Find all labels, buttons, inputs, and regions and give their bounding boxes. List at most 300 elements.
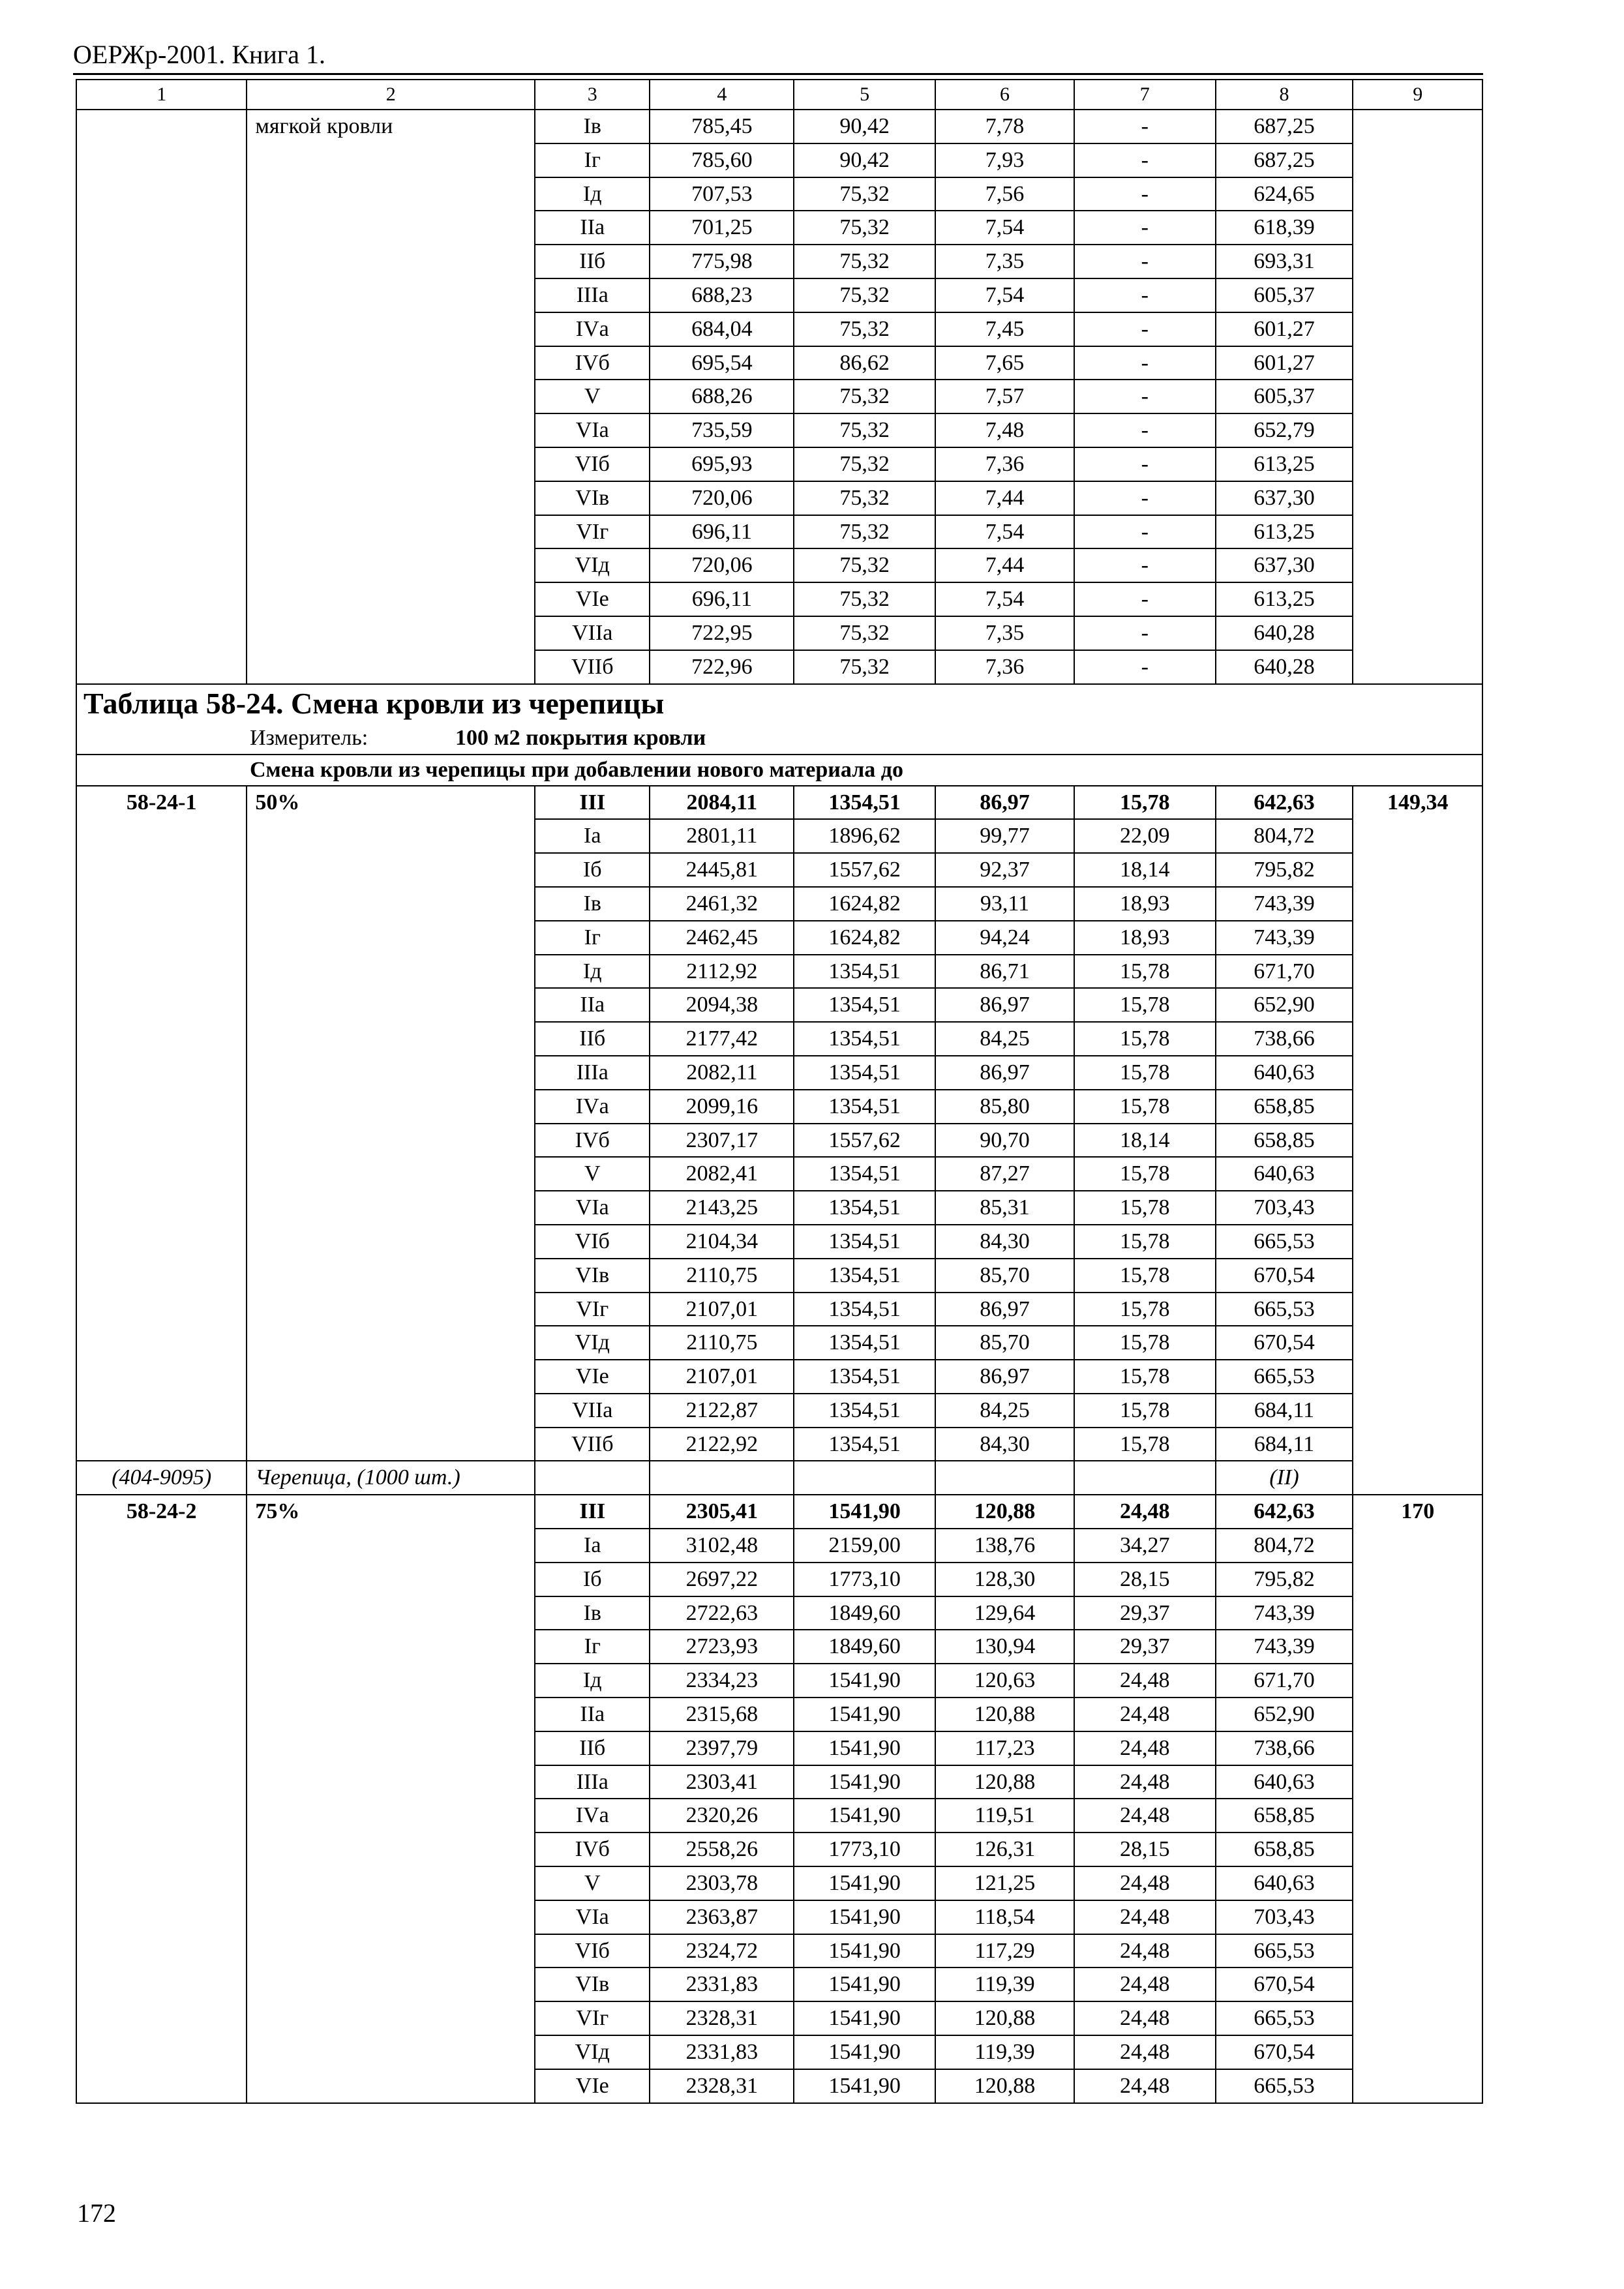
value-cell: 2331,83 (650, 2035, 794, 2069)
value-cell: 86,62 (794, 346, 935, 380)
value-cell: 15,78 (1074, 1394, 1216, 1428)
value-cell: 75,32 (794, 481, 935, 515)
zone-cell: Iб (535, 853, 650, 887)
value-cell: - (1074, 582, 1216, 616)
zone-cell: Iг (535, 143, 650, 177)
value-cell: 738,66 (1216, 1022, 1353, 1056)
value-cell: 1541,90 (794, 1799, 935, 1833)
zone-cell: IVа (535, 1090, 650, 1124)
value-cell: 75,32 (794, 548, 935, 582)
value-cell: 665,53 (1216, 1293, 1353, 1326)
value-cell: - (1074, 346, 1216, 380)
value-cell: 85,31 (935, 1191, 1074, 1225)
item-col9: 149,34 (1353, 786, 1482, 1495)
value-cell: 7,54 (935, 515, 1074, 549)
zone-cell: VIб (535, 1934, 650, 1968)
value-cell: 1541,90 (794, 1765, 935, 1799)
value-cell: 652,90 (1216, 988, 1353, 1022)
value-cell: - (1074, 650, 1216, 684)
value-cell: 665,53 (1216, 2069, 1353, 2103)
table-row (76, 1495, 1482, 1529)
value-cell: 24,48 (1074, 1731, 1216, 1765)
column-number: 9 (1353, 80, 1482, 110)
value-cell: 2320,26 (650, 1799, 794, 1833)
value-cell: 24,48 (1074, 1866, 1216, 1900)
value-cell: 613,25 (1216, 515, 1353, 549)
value-cell: - (1074, 447, 1216, 481)
value-cell: 671,70 (1216, 955, 1353, 989)
value-cell: 119,39 (935, 1967, 1074, 2001)
value-cell: 1541,90 (794, 2035, 935, 2069)
material-name: Черепица, (1000 шт.) (247, 1461, 535, 1495)
value-cell: 613,25 (1216, 582, 1353, 616)
value-cell: 86,97 (935, 1293, 1074, 1326)
value-cell: 75,32 (794, 278, 935, 312)
zone-cell: IIа (535, 211, 650, 245)
zone-cell: VIIа (535, 1394, 650, 1428)
value-cell: 7,35 (935, 245, 1074, 278)
value-cell: 1541,90 (794, 2069, 935, 2103)
zone-cell: IIб (535, 245, 650, 278)
value-cell: 2558,26 (650, 1833, 794, 1866)
value-cell: 735,59 (650, 413, 794, 447)
value-cell: 2305,41 (650, 1495, 794, 1529)
value-cell: 15,78 (1074, 955, 1216, 989)
value-cell: 117,23 (935, 1731, 1074, 1765)
value-cell: 693,31 (1216, 245, 1353, 278)
value-cell: 28,15 (1074, 1833, 1216, 1866)
value-cell: 84,25 (935, 1022, 1074, 1056)
zone-cell: VIе (535, 2069, 650, 2103)
zone-cell: Iв (535, 1596, 650, 1630)
value-cell: 90,42 (794, 143, 935, 177)
value-cell: 7,44 (935, 481, 1074, 515)
value-cell: 2094,38 (650, 988, 794, 1022)
value-cell: 121,25 (935, 1866, 1074, 1900)
empty-cell (535, 1461, 650, 1495)
column-number: 2 (247, 80, 535, 110)
value-cell: 687,25 (1216, 110, 1353, 143)
value-cell: 2110,75 (650, 1326, 794, 1360)
value-cell: 670,54 (1216, 1259, 1353, 1293)
value-cell: 24,48 (1074, 2001, 1216, 2035)
value-cell: 2099,16 (650, 1090, 794, 1124)
value-cell: 2084,11 (650, 786, 794, 820)
zone-cell: VIд (535, 1326, 650, 1360)
value-cell: 28,15 (1074, 1563, 1216, 1596)
value-cell: 696,11 (650, 582, 794, 616)
value-cell: 1354,51 (794, 1394, 935, 1428)
value-cell: - (1074, 413, 1216, 447)
value-cell: 24,48 (1074, 2035, 1216, 2069)
value-cell: 701,25 (650, 211, 794, 245)
value-cell: 2143,25 (650, 1191, 794, 1225)
value-cell: 2397,79 (650, 1731, 794, 1765)
value-cell: 1354,51 (794, 1293, 935, 1326)
value-cell: 624,65 (1216, 177, 1353, 211)
zone-cell: VIв (535, 1259, 650, 1293)
value-cell: 2722,63 (650, 1596, 794, 1630)
empty-cell (935, 1461, 1074, 1495)
value-cell: 703,43 (1216, 1191, 1353, 1225)
value-cell: 601,27 (1216, 346, 1353, 380)
zone-cell: IVа (535, 312, 650, 346)
value-cell: 804,72 (1216, 1529, 1353, 1563)
value-cell: 665,53 (1216, 1934, 1353, 1968)
value-cell: - (1074, 548, 1216, 582)
value-cell: 18,14 (1074, 853, 1216, 887)
subheading: Смена кровли из черепицы при добавлении нового материала до (76, 755, 1482, 786)
value-cell: 785,60 (650, 143, 794, 177)
value-cell: 1557,62 (794, 1124, 935, 1158)
value-cell: 2697,22 (650, 1563, 794, 1596)
value-cell: 642,63 (1216, 786, 1353, 820)
value-cell: 688,23 (650, 278, 794, 312)
work-description: мягкой кровли (247, 110, 535, 684)
zone-cell: VIе (535, 1360, 650, 1394)
zone-cell: IVб (535, 1124, 650, 1158)
zone-cell: VIа (535, 1191, 650, 1225)
value-cell: 804,72 (1216, 819, 1353, 853)
table-title-row (76, 684, 1482, 723)
value-cell: 15,78 (1074, 1022, 1216, 1056)
value-cell: 640,28 (1216, 616, 1353, 650)
value-cell: 738,66 (1216, 1731, 1353, 1765)
value-cell: 75,32 (794, 650, 935, 684)
value-cell: 120,88 (935, 1765, 1074, 1799)
value-cell: 703,43 (1216, 1900, 1353, 1934)
value-cell: 24,48 (1074, 1934, 1216, 1968)
zone-cell: Iб (535, 1563, 650, 1596)
value-cell: 605,37 (1216, 380, 1353, 413)
item-code: 58-24-2 (76, 1495, 247, 2102)
value-cell: 1541,90 (794, 1934, 935, 1968)
value-cell: 1541,90 (794, 1698, 935, 1731)
value-cell: - (1074, 380, 1216, 413)
value-cell: 2122,87 (650, 1394, 794, 1428)
value-cell: 7,36 (935, 650, 1074, 684)
zone-cell: VIг (535, 1293, 650, 1326)
zone-cell: Iа (535, 1529, 650, 1563)
zone-cell: IIIа (535, 1056, 650, 1090)
measure-value: 100 м2 покрытия кровли (455, 725, 706, 750)
value-cell: 2328,31 (650, 2001, 794, 2035)
value-cell: 15,78 (1074, 1293, 1216, 1326)
value-cell: 1354,51 (794, 1428, 935, 1461)
zone-cell: VIв (535, 481, 650, 515)
value-cell: 670,54 (1216, 1326, 1353, 1360)
value-cell: 15,78 (1074, 1056, 1216, 1090)
value-cell: 2159,00 (794, 1529, 935, 1563)
value-cell: 7,65 (935, 346, 1074, 380)
column-number: 6 (935, 80, 1074, 110)
value-cell: 640,63 (1216, 1056, 1353, 1090)
table-title: Таблица 58-24. Смена кровли из черепицы (76, 684, 1482, 723)
value-cell: 85,70 (935, 1259, 1074, 1293)
value-cell: 118,54 (935, 1900, 1074, 1934)
value-cell: 7,48 (935, 413, 1074, 447)
header-rule (73, 73, 1483, 75)
measure-row (76, 723, 1482, 755)
value-cell: 119,51 (935, 1799, 1074, 1833)
value-cell: 24,48 (1074, 1799, 1216, 1833)
value-cell: 75,32 (794, 245, 935, 278)
value-cell: 1624,82 (794, 921, 935, 955)
value-cell: 1773,10 (794, 1563, 935, 1596)
value-cell: 15,78 (1074, 1428, 1216, 1461)
value-cell: 1354,51 (794, 1259, 935, 1293)
value-cell: 670,54 (1216, 1967, 1353, 2001)
zone-cell: IVа (535, 1799, 650, 1833)
value-cell: 696,11 (650, 515, 794, 549)
zone-cell: VIд (535, 548, 650, 582)
material-code: (404-9095) (76, 1461, 247, 1495)
value-cell: 75,32 (794, 616, 935, 650)
value-cell: 743,39 (1216, 887, 1353, 921)
value-cell: 15,78 (1074, 1157, 1216, 1191)
value-cell: 85,80 (935, 1090, 1074, 1124)
value-cell: 126,31 (935, 1833, 1074, 1866)
item-percent: 75% (247, 1495, 535, 2102)
value-cell: 7,78 (935, 110, 1074, 143)
zone-cell: V (535, 1866, 650, 1900)
zone-cell: Iв (535, 887, 650, 921)
zone-cell: VIв (535, 1967, 650, 2001)
value-cell: 75,32 (794, 380, 935, 413)
value-cell: 1354,51 (794, 1326, 935, 1360)
value-cell: 7,56 (935, 177, 1074, 211)
zone-cell: IVб (535, 1833, 650, 1866)
value-cell: 665,53 (1216, 1360, 1353, 1394)
value-cell: - (1074, 211, 1216, 245)
value-cell: 1354,51 (794, 1191, 935, 1225)
value-cell: 7,93 (935, 143, 1074, 177)
value-cell: 75,32 (794, 413, 935, 447)
empty-cell (650, 1461, 794, 1495)
zone-cell: Iд (535, 177, 650, 211)
material-col8: (II) (1216, 1461, 1353, 1495)
value-cell: 15,78 (1074, 1360, 1216, 1394)
zone-cell: VIг (535, 515, 650, 549)
value-cell: 618,39 (1216, 211, 1353, 245)
value-cell: 1541,90 (794, 1967, 935, 2001)
column-number: 8 (1216, 80, 1353, 110)
value-cell: 7,36 (935, 447, 1074, 481)
value-cell: 1541,90 (794, 1866, 935, 1900)
col9-cell (1353, 110, 1482, 684)
value-cell: 665,53 (1216, 2001, 1353, 2035)
value-cell: 2461,32 (650, 887, 794, 921)
zone-cell: VIIб (535, 650, 650, 684)
zone-cell: IIб (535, 1731, 650, 1765)
value-cell: 24,48 (1074, 1698, 1216, 1731)
value-cell: 7,35 (935, 616, 1074, 650)
value-cell: 1624,82 (794, 887, 935, 921)
zone-cell: Iг (535, 921, 650, 955)
value-cell: 75,32 (794, 312, 935, 346)
table-row (76, 786, 1482, 820)
code-cell (76, 110, 247, 684)
value-cell: 2112,92 (650, 955, 794, 989)
value-cell: 15,78 (1074, 988, 1216, 1022)
value-cell: 1849,60 (794, 1596, 935, 1630)
value-cell: 601,27 (1216, 312, 1353, 346)
value-cell: 2082,11 (650, 1056, 794, 1090)
value-cell: 687,25 (1216, 143, 1353, 177)
value-cell: 138,76 (935, 1529, 1074, 1563)
value-cell: 1354,51 (794, 1022, 935, 1056)
value-cell: 7,54 (935, 278, 1074, 312)
value-cell: 24,48 (1074, 1765, 1216, 1799)
value-cell: 92,37 (935, 853, 1074, 887)
value-cell: 671,70 (1216, 1664, 1353, 1698)
value-cell: 2082,41 (650, 1157, 794, 1191)
table-row (76, 110, 1482, 143)
value-cell: 7,57 (935, 380, 1074, 413)
value-cell: 75,32 (794, 582, 935, 616)
value-cell: 2303,78 (650, 1866, 794, 1900)
value-cell: 2723,93 (650, 1630, 794, 1664)
measure-cell (76, 723, 1482, 755)
value-cell: 2122,92 (650, 1428, 794, 1461)
value-cell: 1541,90 (794, 1731, 935, 1765)
value-cell: 640,63 (1216, 1157, 1353, 1191)
value-cell: 795,82 (1216, 853, 1353, 887)
page-number: 172 (77, 2198, 116, 2228)
value-cell: 84,25 (935, 1394, 1074, 1428)
value-cell: 2324,72 (650, 1934, 794, 1968)
value-cell: 1541,90 (794, 2001, 935, 2035)
value-cell: 120,88 (935, 1495, 1074, 1529)
value-cell: - (1074, 481, 1216, 515)
value-cell: 2363,87 (650, 1900, 794, 1934)
value-cell: 613,25 (1216, 447, 1353, 481)
value-cell: 1773,10 (794, 1833, 935, 1866)
value-cell: 7,54 (935, 582, 1074, 616)
value-cell: 15,78 (1074, 1225, 1216, 1259)
zone-cell: III (535, 1495, 650, 1529)
column-number: 3 (535, 80, 650, 110)
value-cell: 665,53 (1216, 1225, 1353, 1259)
item-percent: 50% (247, 786, 535, 1461)
value-cell: 775,98 (650, 245, 794, 278)
value-cell: 2331,83 (650, 1967, 794, 2001)
value-cell: 640,63 (1216, 1866, 1353, 1900)
value-cell: 2445,81 (650, 853, 794, 887)
value-cell: 1896,62 (794, 819, 935, 853)
value-cell: - (1074, 143, 1216, 177)
zone-cell: VIа (535, 1900, 650, 1934)
value-cell: - (1074, 110, 1216, 143)
value-cell: 2303,41 (650, 1765, 794, 1799)
value-cell: 129,64 (935, 1596, 1074, 1630)
value-cell: 640,63 (1216, 1765, 1353, 1799)
value-cell: 605,37 (1216, 278, 1353, 312)
empty-cell (1074, 1461, 1216, 1495)
value-cell: 128,30 (935, 1563, 1074, 1596)
value-cell: 684,11 (1216, 1428, 1353, 1461)
column-number: 1 (76, 80, 247, 110)
value-cell: 1354,51 (794, 1157, 935, 1191)
item-code: 58-24-1 (76, 786, 247, 1461)
value-cell: 722,96 (650, 650, 794, 684)
zone-cell: VIа (535, 413, 650, 447)
zone-cell: IIа (535, 1698, 650, 1731)
value-cell: 18,14 (1074, 1124, 1216, 1158)
value-cell: 85,70 (935, 1326, 1074, 1360)
zone-cell: IIIа (535, 278, 650, 312)
empty-cell (794, 1461, 935, 1495)
column-number: 4 (650, 80, 794, 110)
value-cell: 119,39 (935, 2035, 1074, 2069)
value-cell: 2315,68 (650, 1698, 794, 1731)
value-cell: 86,97 (935, 1360, 1074, 1394)
value-cell: 2307,17 (650, 1124, 794, 1158)
column-number: 5 (794, 80, 935, 110)
zone-cell: Iд (535, 1664, 650, 1698)
value-cell: 24,48 (1074, 1967, 1216, 2001)
value-cell: - (1074, 177, 1216, 211)
value-cell: - (1074, 312, 1216, 346)
zone-cell: IIа (535, 988, 650, 1022)
material-row (76, 1461, 1482, 1495)
value-cell: 120,63 (935, 1664, 1074, 1698)
value-cell: 75,32 (794, 211, 935, 245)
value-cell: 24,48 (1074, 1664, 1216, 1698)
value-cell: 2334,23 (650, 1664, 794, 1698)
rates-table (76, 79, 1483, 2104)
value-cell: 658,85 (1216, 1124, 1353, 1158)
value-cell: 720,06 (650, 481, 794, 515)
value-cell: 743,39 (1216, 1596, 1353, 1630)
running-header: ОЕРЖр-2001. Книга 1. (73, 40, 325, 69)
value-cell: 87,27 (935, 1157, 1074, 1191)
zone-cell: III (535, 786, 650, 820)
value-cell: - (1074, 245, 1216, 278)
value-cell: 18,93 (1074, 887, 1216, 921)
subheading-row (76, 755, 1482, 786)
value-cell: 637,30 (1216, 548, 1353, 582)
value-cell: 2177,42 (650, 1022, 794, 1056)
zone-cell: Iд (535, 955, 650, 989)
value-cell: - (1074, 515, 1216, 549)
value-cell: 2104,34 (650, 1225, 794, 1259)
zone-cell: VIIа (535, 616, 650, 650)
value-cell: 743,39 (1216, 921, 1353, 955)
value-cell: 695,54 (650, 346, 794, 380)
zone-cell: VIIб (535, 1428, 650, 1461)
value-cell: 1541,90 (794, 1495, 935, 1529)
value-cell: 15,78 (1074, 1326, 1216, 1360)
value-cell: 652,79 (1216, 413, 1353, 447)
value-cell: 658,85 (1216, 1833, 1353, 1866)
zone-cell: Iг (535, 1630, 650, 1664)
value-cell: 720,06 (650, 548, 794, 582)
value-cell: 652,90 (1216, 1698, 1353, 1731)
value-cell: 1541,90 (794, 1900, 935, 1934)
value-cell: 84,30 (935, 1225, 1074, 1259)
value-cell: 34,27 (1074, 1529, 1216, 1563)
value-cell: 1354,51 (794, 1225, 935, 1259)
zone-cell: Iв (535, 110, 650, 143)
value-cell: 24,48 (1074, 2069, 1216, 2103)
value-cell: 93,11 (935, 887, 1074, 921)
value-cell: 86,97 (935, 786, 1074, 820)
value-cell: 86,97 (935, 988, 1074, 1022)
value-cell: 707,53 (650, 177, 794, 211)
column-number: 7 (1074, 80, 1216, 110)
zone-cell: IIб (535, 1022, 650, 1056)
